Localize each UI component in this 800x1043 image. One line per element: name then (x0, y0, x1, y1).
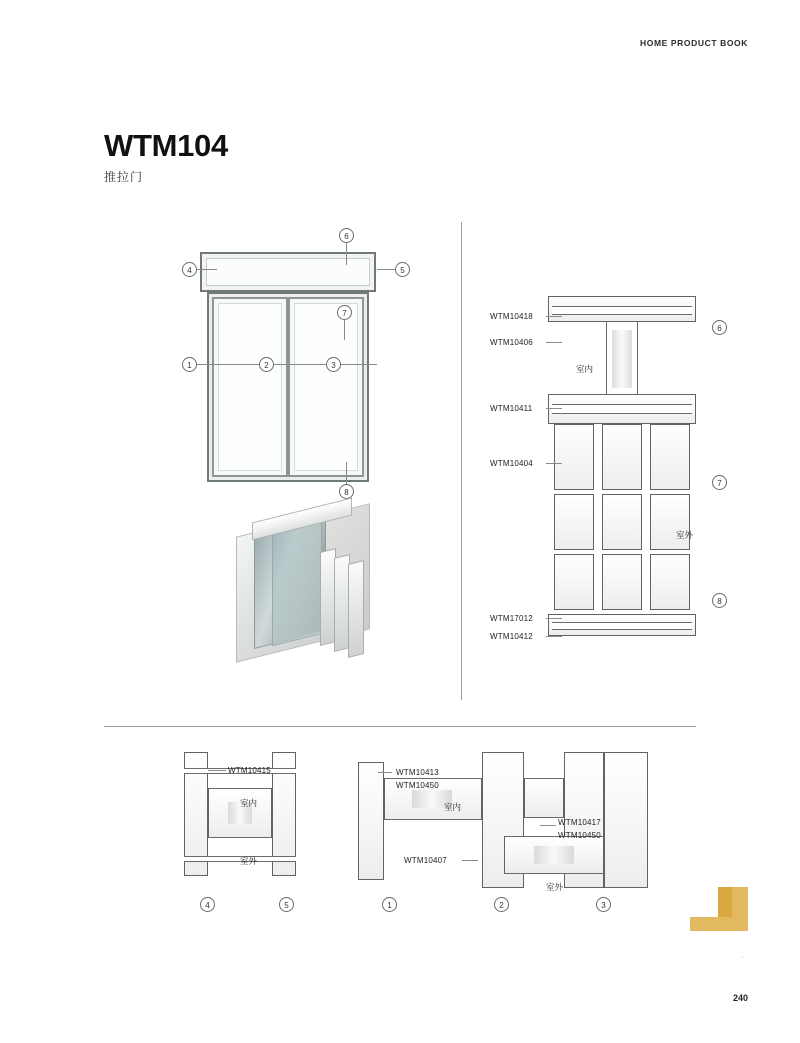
section-member (524, 778, 564, 818)
glass-left (218, 303, 282, 471)
registration-tick: · (741, 954, 744, 961)
page-title (104, 130, 228, 185)
indoor-label: 室内 (576, 364, 594, 374)
leader-line (546, 636, 562, 637)
callout-4: 4 (182, 262, 197, 277)
door-elevation-drawing (200, 252, 376, 484)
leader-line (274, 364, 326, 365)
sash-right (288, 297, 364, 477)
page-number: 240 (732, 993, 748, 1003)
part-label: WTM10450 (558, 831, 601, 840)
part-label: WTM10413 (396, 768, 439, 777)
indoor-label: 室内 (240, 798, 258, 808)
part-label: WTM10411 (490, 404, 533, 413)
section-sill-web (552, 622, 692, 630)
section-sash-cell (650, 424, 690, 490)
section-mid-web (552, 404, 692, 414)
section-sash-cell (554, 494, 594, 550)
part-label: WTM17012 (490, 614, 533, 623)
leader-line (546, 342, 562, 343)
part-label: WTM10418 (490, 312, 533, 321)
sash-left (212, 297, 288, 477)
callout-4-section: 4 (200, 897, 215, 912)
product-code: WTM104 (104, 128, 228, 163)
leader-line (197, 269, 217, 270)
corner-ornament (690, 887, 748, 931)
leader-line (546, 618, 562, 619)
callout-2: 2 (259, 357, 274, 372)
horizontal-divider (104, 726, 696, 727)
leader-line (208, 770, 226, 771)
vertical-divider (461, 222, 462, 700)
leader-line (341, 364, 377, 365)
running-head: HOME PRODUCT BOOK (640, 38, 748, 48)
leader-line (346, 243, 347, 265)
ornament-notch (718, 887, 732, 917)
section-sash-cell (602, 494, 642, 550)
callout-8: 8 (339, 484, 354, 499)
callout-7: 7 (337, 305, 352, 320)
part-label: WTM10415 (228, 766, 271, 775)
profile-3d-render (228, 508, 376, 656)
part-label: WTM10407 (404, 856, 447, 865)
callout-1: 1 (182, 357, 197, 372)
callout-8-section: 8 (712, 593, 727, 608)
leader-line (462, 860, 478, 861)
callout-5-section: 5 (279, 897, 294, 912)
leader-line (346, 462, 347, 484)
leader-line (540, 825, 556, 826)
leader-line (546, 463, 562, 464)
product-subtitle: 推拉门 (104, 169, 144, 184)
part-label: WTM10406 (490, 338, 533, 347)
part-label: WTM10404 (490, 459, 533, 468)
section-jamb (604, 752, 648, 888)
leader-line (344, 320, 345, 340)
callout-6: 6 (339, 228, 354, 243)
section-sash-cell (554, 424, 594, 490)
leader-line (197, 364, 259, 365)
section-head-web (552, 306, 692, 315)
part-label: WTM10412 (490, 632, 533, 641)
indoor-label: 室内 (444, 802, 462, 812)
part-label: WTM10417 (558, 818, 601, 827)
leader-line (378, 772, 392, 773)
section-sash-cell (554, 554, 594, 610)
glass-right (294, 303, 358, 471)
outdoor-label: 室外 (546, 882, 564, 892)
section-connector-core (612, 330, 632, 388)
profile-rail (348, 560, 364, 658)
callout-7-section: 7 (712, 475, 727, 490)
leader-line (546, 316, 562, 317)
callout-1-section: 1 (382, 897, 397, 912)
section-jamb (358, 762, 384, 880)
vertical-section-assembly (548, 296, 696, 646)
leader-line (377, 269, 395, 270)
callout-2-section: 2 (494, 897, 509, 912)
section-core-lower (534, 846, 574, 864)
section-sash-cell (650, 494, 690, 550)
part-label: WTM10450 (396, 781, 439, 790)
transom-panel (200, 252, 376, 292)
glass-unit-inner (272, 520, 322, 646)
outdoor-label: 室外 (676, 530, 694, 540)
callout-3: 3 (326, 357, 341, 372)
callout-6-section: 6 (712, 320, 727, 335)
ornament-bar-horizontal (690, 917, 748, 931)
section-sash-cell (650, 554, 690, 610)
callout-5: 5 (395, 262, 410, 277)
callout-3-section: 3 (596, 897, 611, 912)
outdoor-label: 室外 (240, 856, 258, 866)
section-sash-cell (602, 424, 642, 490)
leader-line (546, 408, 562, 409)
section-sash-cell (602, 554, 642, 610)
